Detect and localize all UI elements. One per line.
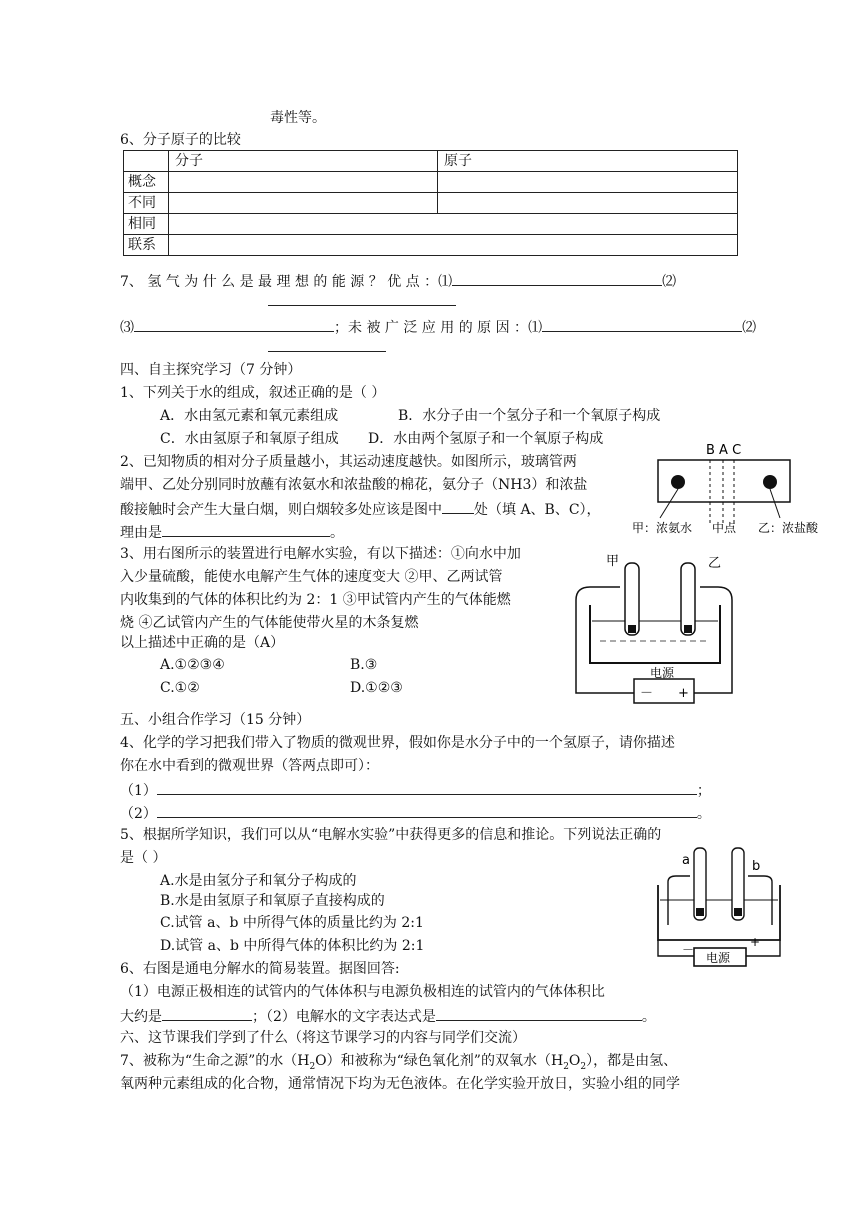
q4-answer-1: （1） ；: [120, 779, 711, 801]
table-header-molecule: 分子: [169, 151, 438, 172]
q3-line3: 内收集到的气体的体积比约为 2：1 ③甲试管内产生的气体能燃: [120, 592, 511, 608]
fig-label-minus: －: [682, 943, 695, 957]
q1-option-b: B．水分子由一个氢分子和一个氧原子构成: [398, 408, 661, 424]
q5-line2: 是（ ）: [120, 850, 167, 866]
q3-line1: 3、用右图所示的装置进行电解水实验，有以下描述：①向水中加: [120, 546, 521, 562]
row-label: 联系: [124, 235, 169, 256]
fig-label-right: 乙：浓盐酸: [758, 521, 819, 535]
q2-line4: 理由是 。: [120, 521, 344, 543]
fig-label-mid: 中点: [712, 521, 737, 535]
table-row: [124, 172, 738, 193]
fig-label-yi: 乙: [708, 556, 722, 571]
fig-label-bac: B A C: [706, 443, 742, 458]
top-line: 毒性等。: [270, 110, 326, 126]
fig-label-power: 电源: [650, 666, 675, 680]
fig-label-jia: 甲: [606, 554, 620, 569]
q3-option-c: C.①②: [160, 680, 200, 696]
table-row: [124, 214, 738, 235]
q5-option-a: A.水是由氢分子和氧分子构成的: [160, 873, 357, 889]
comparison-table: [123, 150, 738, 256]
fig-label-plus: +: [678, 686, 689, 701]
blank-line: [268, 290, 456, 312]
q2-line2: 端甲、乙处分别同时放蘸有浓氨水和浓盐酸的棉花，氨分子（NH3）和浓盐: [120, 477, 588, 493]
q6-line1: 6、右图是通电分解水的简易装置。据图回答:: [120, 961, 400, 977]
q7-line2: 氧两种元素组成的化合物，通常情况下均为无色液体。在化学实验开放日，实验小组的同学: [120, 1076, 680, 1092]
table-cell: [124, 151, 169, 172]
q4-line2: 你在水中看到的微观世界（答两点即可）：: [120, 758, 379, 774]
table-cell: [438, 172, 738, 193]
q5-option-d: D.试管 a、b 中所得气体的体积比约为 2:1: [160, 938, 425, 954]
fig-label-b: b: [752, 859, 761, 874]
row-label: 不同: [124, 193, 169, 214]
q5-line1: 5、根据所学知识，我们可以从“电解水实验”中获得更多的信息和推论。下列说法正确的: [120, 827, 662, 843]
section-5-title: 五、小组合作学习（15 分钟）: [120, 712, 311, 728]
q3-line2: 入少量硫酸，能使水电解产生气体的速度变大 ②甲、乙两试管: [120, 569, 503, 585]
table-cell: [169, 193, 438, 214]
row-label: 概念: [124, 172, 169, 193]
table-cell: [169, 214, 738, 235]
fig-label-left: 甲：浓氨水: [632, 521, 693, 535]
q4-line1: 4、化学的学习把我们带入了物质的微观世界，假如你是水分子中的一个氢原子，请你描述: [120, 735, 675, 751]
glass-tube-diagram: [630, 440, 830, 542]
table-row: [124, 151, 738, 172]
table-cell: [169, 235, 738, 256]
q3-option-d: D.①②③: [350, 680, 403, 696]
table-cell: [438, 193, 738, 214]
fig-label-plus: +: [750, 935, 761, 949]
section-4-title: 四、自主探究学习（7 分钟）: [120, 362, 302, 378]
q4-answer-2: （2） 。: [120, 802, 711, 824]
q3-option-b: B.③: [350, 657, 378, 673]
blank-line: [268, 336, 386, 358]
q7-line1: 7、被称为“生命之源”的水$(H_2O)$和被称为“绿色氧化剂”的双氧水$(H_2O_2)$，都是由氢、: [120, 1053, 678, 1072]
q1-stem: 1、下列关于水的组成，叙述正确的是（ ）: [120, 385, 386, 401]
q5-option-c: C.试管 a、b 中所得气体的质量比约为 2:1: [160, 915, 424, 931]
q2-line1: 2、已知物质的相对分子质量越小，其运动速度越快。如图所示，玻璃管两: [120, 454, 577, 470]
fig-label-a: a: [682, 853, 690, 868]
fig-label-minus: －: [640, 686, 654, 701]
table-row: [124, 193, 738, 214]
q2-line3: 酸接触时会产生大量白烟，则白烟较多处应该是图中 处（填 A、B、C），: [120, 498, 601, 520]
table-cell: [169, 172, 438, 193]
q1-option-a: A．水由氢元素和氧元素组成: [160, 408, 339, 424]
q1-option-c: C．水由氢原子和氧原子组成: [160, 431, 339, 447]
table-row: [124, 235, 738, 256]
q1-option-d: D．水由两个氢原子和一个氧原子构成: [368, 431, 604, 447]
q3-line4: 烧 ④乙试管内产生的气体能使带火星的木条复燃: [120, 615, 419, 631]
fig-label-power: 电源: [706, 951, 731, 965]
hydrogen-question-line2: ⑶ ；未 被 广 泛 应 用 的 原 因 ：⑴ ⑵: [120, 316, 756, 338]
q3-line5: 以上描述中正确的是（A）: [120, 635, 285, 651]
q6-line2: （1）电源正极相连的试管内的气体体积与电源负极相连的试管内的气体体积比: [120, 984, 605, 1000]
q6-line3: 大约是 ；（2）电解水的文字表达式是 。: [120, 1005, 656, 1027]
table-header-atom: 原子: [438, 151, 738, 172]
section-6-title: 六、这节课我们学到了什么（将这节课学习的内容与同学们交流）: [120, 1030, 526, 1046]
row-label: 相同: [124, 214, 169, 235]
electrolysis-apparatus-2: [650, 840, 790, 968]
electrolysis-apparatus-1: [570, 545, 738, 705]
q5-option-b: B.水是由氢原子和氧原子直接构成的: [160, 893, 385, 909]
q3-option-a: A.①②③④: [160, 657, 225, 673]
section-6-title: 6、分子原子的比较: [120, 132, 241, 148]
hydrogen-question: 7、 氢 气 为 什 么 是 最 理 想 的 能 源 ？ 优 点 ：⑴ ⑵: [120, 270, 676, 292]
